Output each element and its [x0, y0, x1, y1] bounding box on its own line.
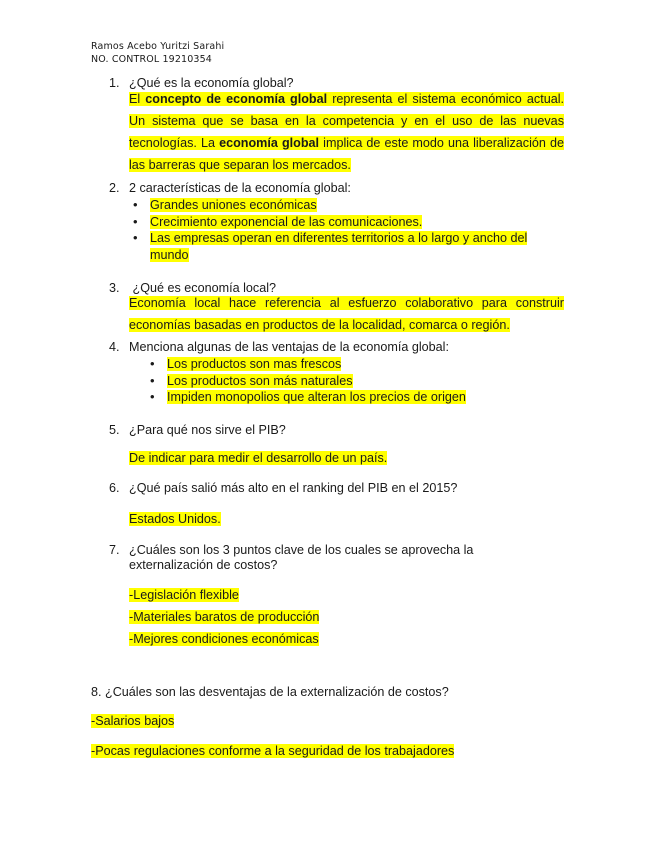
- answer-7-item: -Materiales baratos de producción: [129, 610, 320, 624]
- answer-7-item: -Legislación flexible: [129, 588, 239, 602]
- bullet-list-4: [146, 356, 466, 406]
- control-number: NO. CONTROL 19210354: [91, 54, 213, 65]
- answer-line: Un sistema que se basa en la competencia y en el uso de las nuevas: [129, 114, 564, 128]
- answer-line: tecnologías. La economía global implica de este modo una liberalización de: [129, 136, 564, 150]
- question-7: [109, 543, 473, 558]
- question-number: 1.: [109, 76, 120, 90]
- list-item: • Las empresas operan en diferentes territorios a lo largo y ancho del: [129, 230, 527, 247]
- list-item-continuation: mundo: [150, 247, 189, 262]
- answer-8-item: -Salarios bajos: [91, 714, 175, 728]
- question-number: 7.: [109, 543, 120, 557]
- answer-3: [129, 292, 564, 336]
- question-7-continuation: [129, 558, 277, 573]
- question-text: ¿Qué es la economía global?: [129, 76, 294, 90]
- answer-1: [129, 88, 564, 176]
- question-number: 4.: [109, 340, 120, 354]
- answer-line: El concepto de economía global representa el sistema económico actual.: [129, 92, 564, 106]
- question-6: [109, 481, 457, 496]
- list-item: • Los productos son más naturales: [146, 373, 466, 390]
- list-item: • Crecimiento exponencial de las comunicaciones.: [129, 214, 527, 231]
- list-item: • Impiden monopolios que alteran los precios de origen: [146, 389, 466, 406]
- student-name: Ramos Acebo Yuritzi Sarahi: [91, 41, 225, 52]
- question-text: ¿Qué país salió más alto en el ranking del PIB en el 2015?: [129, 481, 458, 495]
- question-number: 2.: [109, 181, 120, 195]
- question-text: externalización de costos?: [129, 558, 278, 572]
- answer-6: Estados Unidos.: [129, 512, 221, 526]
- question-number: 6.: [109, 481, 120, 495]
- answer-line: las barreras que separan los mercados.: [129, 158, 351, 172]
- answer-8-item: -Pocas regulaciones conforme a la seguridad de los trabajadores: [91, 744, 455, 758]
- question-8: [91, 685, 449, 700]
- question-2: [109, 181, 351, 196]
- answer-7-item: -Mejores condiciones económicas: [129, 632, 319, 646]
- question-text: Menciona algunas de las ventajas de la economía global:: [129, 340, 449, 354]
- answer-line: economías basadas en productos de la localidad, comarca o región.: [129, 318, 510, 332]
- question-text: 8. ¿Cuáles son las desventajas de la externalización de costos?: [91, 685, 449, 699]
- question-text: ¿Para qué nos sirve el PIB?: [129, 423, 286, 437]
- question-text: 2 características de la economía global:: [129, 181, 351, 195]
- question-text: ¿Cuáles son los 3 puntos clave de los cuales se aprovecha la: [129, 543, 474, 557]
- question-text: ¿Qué es economía local?: [129, 281, 277, 295]
- question-4: [109, 340, 449, 355]
- bullet-list-2: [129, 197, 527, 263]
- list-item: • Grandes uniones económicas: [129, 197, 527, 214]
- question-5: [109, 423, 286, 438]
- answer-line: Economía local hace referencia al esfuerzo colaborativo para construir: [129, 296, 564, 310]
- document-header: [91, 40, 224, 66]
- question-number: 5.: [109, 423, 120, 437]
- question-number: 3.: [109, 281, 120, 295]
- list-item: • Los productos son mas frescos: [146, 356, 466, 373]
- answer-5: De indicar para medir el desarrollo de un país.: [129, 451, 388, 465]
